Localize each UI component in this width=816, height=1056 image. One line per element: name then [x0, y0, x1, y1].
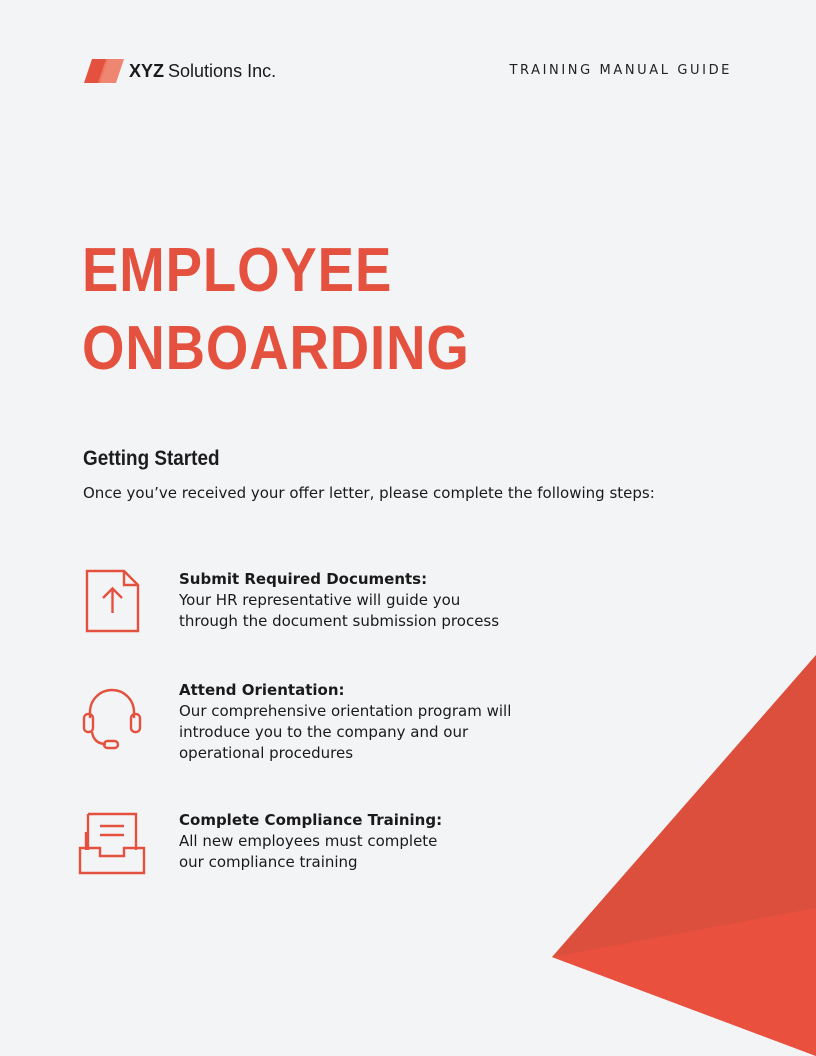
headset-icon	[78, 680, 148, 750]
logo-name-bold: XYZ	[129, 60, 165, 81]
step-description: Your HR representative will guide you through the document submission process	[179, 591, 500, 630]
step-title: Attend Orientation:	[179, 681, 345, 699]
logo-mark-icon	[82, 57, 126, 85]
inbox-tray-icon	[78, 810, 148, 880]
step-description: All new employees must complete our compliance training	[179, 832, 438, 871]
logo-name-rest: Solutions Inc.	[168, 60, 277, 81]
document-upload-icon	[78, 569, 148, 639]
title-line-1: EMPLOYEE	[82, 236, 393, 305]
step-title: Submit Required Documents:	[179, 570, 428, 588]
step-description: Our comprehensive orientation program will introduce you to the company and our operational procedures	[179, 702, 512, 762]
company-logo	[82, 57, 276, 85]
step-title: Complete Compliance Training:	[179, 811, 443, 829]
document-type-label: TRAINING MANUAL GUIDE	[509, 63, 732, 78]
title-line-2: ONBOARDING	[82, 314, 470, 383]
page-title	[82, 232, 470, 388]
triangle-dark	[552, 655, 816, 1056]
intro-text: Once you’ve received your offer letter, please complete the following steps:	[83, 484, 655, 502]
section-heading: Getting Started	[83, 447, 220, 470]
triangle-light	[552, 908, 816, 1056]
